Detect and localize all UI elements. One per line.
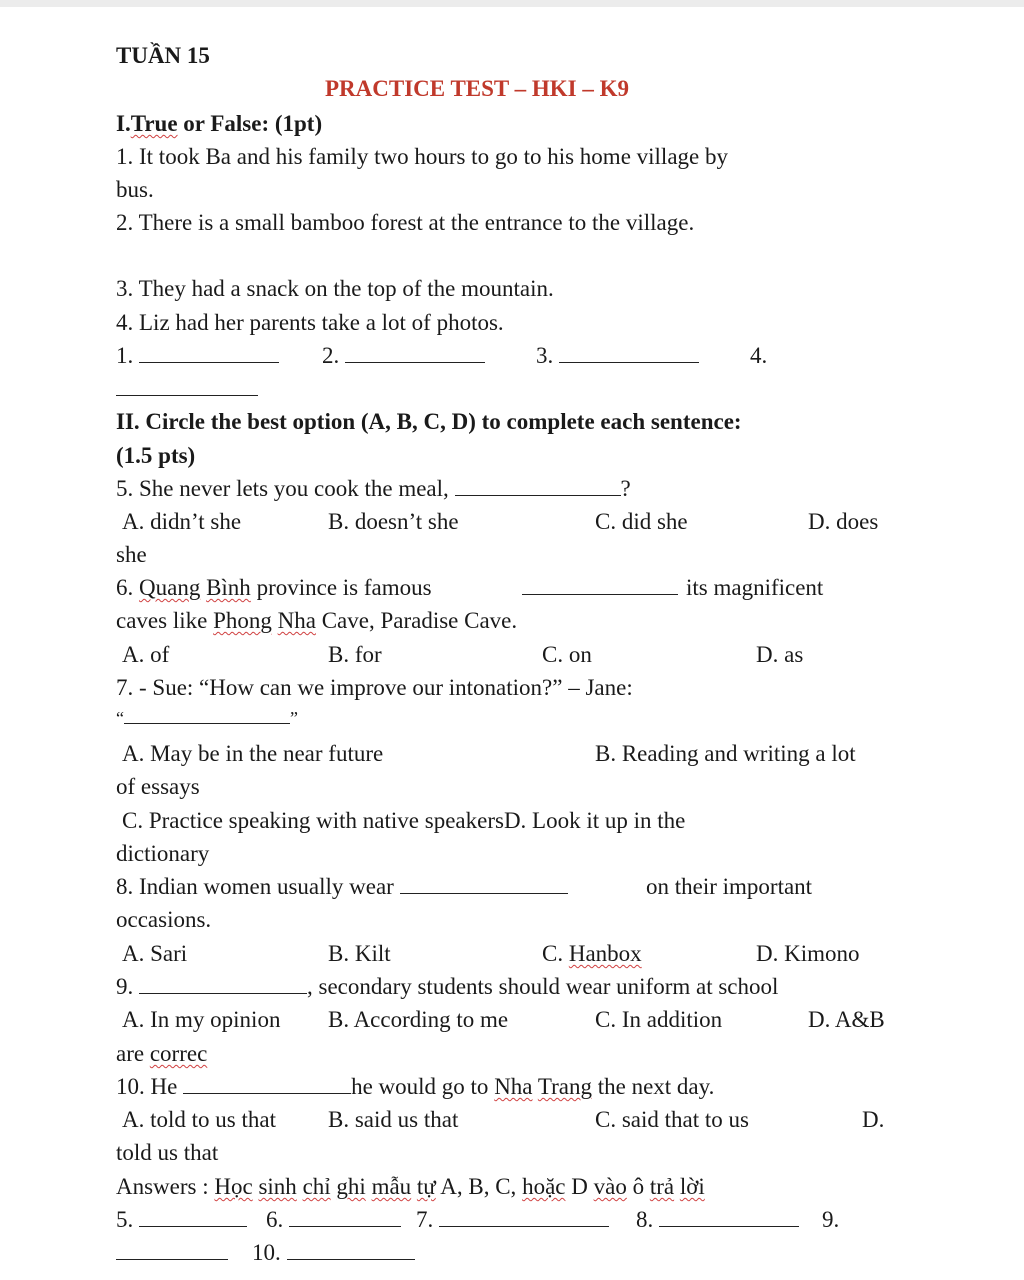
test-title: PRACTICE TEST – HKI – K9 (325, 76, 629, 101)
option-6b[interactable]: B. for (328, 642, 382, 667)
option-8a[interactable]: A. Sari (122, 941, 188, 966)
option-5c[interactable]: C. did she (595, 509, 688, 534)
question-1-line1: 1. It took Ba and his family two hours to go to his home village by (116, 144, 728, 169)
answers-instruction: Answers : Học sinh chỉ ghi mẫu tự A, B, C, hoặc D vào ô trả lời (116, 1174, 705, 1199)
option-7d[interactable]: D. Look it up in the (503, 808, 686, 833)
answer-blank-1[interactable] (139, 342, 279, 363)
question-4: 4. Liz had her parents take a lot of photos. (116, 310, 504, 335)
answer-blank-7[interactable] (439, 1206, 609, 1227)
answer-blank-q5[interactable] (455, 475, 621, 496)
spellcheck-word: True (130, 111, 178, 136)
answer-blank-2[interactable] (345, 342, 485, 363)
answer-blank-5[interactable] (139, 1206, 247, 1227)
option-7c[interactable]: C. Practice speaking with native speakers (122, 808, 504, 833)
answer-blank-3[interactable] (559, 342, 699, 363)
option-6a[interactable]: A. of (122, 642, 170, 667)
page-top-border (0, 0, 1024, 7)
option-10a[interactable]: A. told to us that (122, 1107, 276, 1132)
question-9: 9. , secondary students should wear uniform at school (116, 974, 779, 999)
question-6: 6. Quang Bình province is famous (116, 575, 432, 600)
section2-heading: II. Circle the best option (A, B, C, D) to complete each sentence: (116, 409, 742, 434)
answer-blank-q8[interactable] (400, 873, 568, 894)
answer-blank-8[interactable] (659, 1206, 799, 1227)
option-7a[interactable]: A. May be in the near future (122, 741, 384, 766)
option-10d-wrap: told us that (116, 1140, 219, 1165)
option-5d-wrap: she (116, 542, 147, 567)
option-9d-wrap: are correc (116, 1041, 208, 1066)
question-6-line2: caves like Phong Nha Cave, Paradise Cave. (116, 608, 518, 633)
option-5d[interactable]: D. does (808, 509, 879, 534)
option-6d[interactable]: D. as (756, 642, 804, 667)
answer-blank-q9[interactable] (139, 973, 307, 994)
option-7c-d (122, 807, 685, 835)
question-8: 8. Indian women usually wear (116, 873, 568, 901)
question-8-after: on their important (646, 874, 813, 899)
section2-points: (1.5 pts) (116, 443, 196, 468)
option-10b[interactable]: B. said us that (328, 1107, 459, 1132)
answer-blank-4[interactable] (116, 375, 258, 396)
question-1-line2: bus. (116, 177, 154, 202)
option-9b[interactable]: B. According to me (328, 1007, 509, 1032)
option-10d[interactable]: D. (862, 1107, 885, 1132)
question-7-answer-line: “ ” (116, 708, 298, 728)
option-7b-wrap: of essays (116, 774, 200, 799)
question-10: 10. He he would go to Nha Trang the next day. (116, 1074, 715, 1099)
question-6-after: its magnificent (686, 575, 824, 600)
option-9a[interactable]: A. In my opinion (122, 1007, 281, 1032)
section1-heading: I.True or False: (1pt) (116, 111, 323, 136)
option-9d[interactable]: D. A&B (808, 1007, 885, 1032)
question-2: 2. There is a small bamboo forest at the entrance to the village. (116, 210, 695, 235)
option-5b[interactable]: B. doesn’t she (328, 509, 459, 534)
option-5a[interactable]: A. didn’t she (122, 509, 242, 534)
option-6c[interactable]: C. on (542, 642, 592, 667)
question-3: 3. They had a snack on the top of the mountain. (116, 276, 554, 301)
answer-blank-q6[interactable] (522, 574, 678, 595)
option-7d-wrap: dictionary (116, 841, 210, 866)
question-8-wrap: occasions. (116, 907, 212, 932)
option-8c[interactable]: C. Hanbox (542, 941, 642, 966)
option-7b[interactable]: B. Reading and writing a lot (595, 741, 856, 766)
option-8b[interactable]: B. Kilt (328, 941, 391, 966)
answer-blank-9[interactable] (116, 1239, 228, 1260)
answer-blank-q10[interactable] (183, 1073, 351, 1094)
week-title: TUẦN 15 (116, 43, 210, 68)
question-7: 7. - Sue: “How can we improve our intonation?” – Jane: (116, 675, 633, 700)
option-8d[interactable]: D. Kimono (756, 941, 860, 966)
option-10c[interactable]: C. said that to us (595, 1107, 749, 1132)
question-5: 5. She never lets you cook the meal, ? (116, 476, 631, 501)
option-9c[interactable]: C. In addition (595, 1007, 723, 1032)
answer-blank-q7[interactable] (124, 707, 290, 724)
answer-blank-6[interactable] (289, 1206, 401, 1227)
answer-line-section1: 1. (116, 342, 279, 370)
answer-blank-10[interactable] (287, 1239, 415, 1260)
